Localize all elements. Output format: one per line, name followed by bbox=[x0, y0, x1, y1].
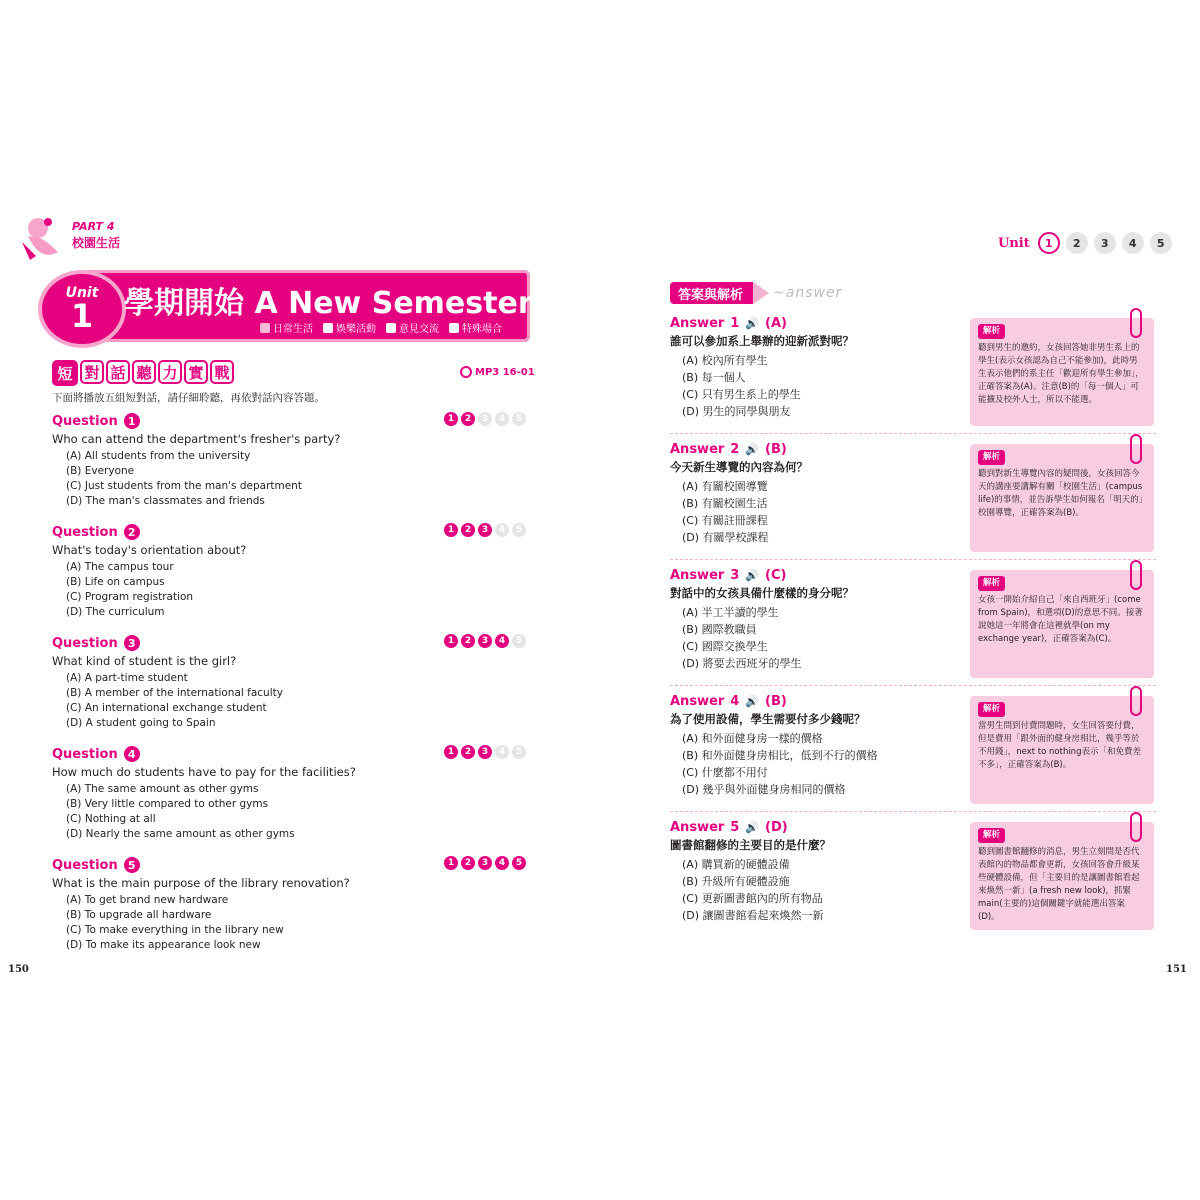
answer-number: 5 bbox=[730, 820, 740, 835]
answer-number: 3 bbox=[730, 568, 740, 583]
answers-title: 答案與解析 bbox=[670, 282, 753, 304]
paperclip-icon bbox=[1130, 434, 1142, 464]
progress-dot: 2 bbox=[461, 856, 475, 870]
answer-block bbox=[670, 694, 1156, 812]
question-options bbox=[66, 671, 528, 731]
option: (C) 什麼都不用付 bbox=[682, 766, 768, 779]
section-title-char: 實 bbox=[184, 360, 208, 384]
progress-dot: 2 bbox=[461, 634, 475, 648]
progress-dot: 1 bbox=[444, 412, 458, 426]
section-title-char: 對 bbox=[80, 360, 104, 384]
instructions: 下面將播放五組短對話，請仔細聆聽，再依對話內容答題。 bbox=[52, 392, 325, 404]
question-label: Question bbox=[52, 524, 118, 540]
progress-dot: 5 bbox=[512, 745, 526, 759]
unit-nav-item[interactable]: 4 bbox=[1122, 232, 1144, 254]
option[interactable]: (C) To make everything in the library new bbox=[66, 924, 284, 936]
answer-question: 對話中的女孩具備什麼樣的身分呢？ bbox=[670, 586, 854, 600]
question-options bbox=[66, 893, 528, 953]
mascot-icon bbox=[18, 212, 70, 264]
answer-label: Answer bbox=[670, 820, 725, 835]
answer-key: (D) bbox=[765, 820, 788, 835]
question-text: What's today's orientation about? bbox=[52, 543, 247, 557]
answer-question: 圖書館翻修的主要目的是什麼？ bbox=[670, 838, 831, 852]
progress-dot: 2 bbox=[461, 523, 475, 537]
question-label: Question bbox=[52, 857, 118, 873]
option: (A) 半工半讀的學生 bbox=[682, 606, 779, 619]
page-number-right: 151 bbox=[1166, 964, 1187, 975]
explanation-note bbox=[970, 318, 1154, 426]
mp3-label: MP3 16-01 bbox=[475, 366, 535, 378]
answer-block bbox=[670, 316, 1156, 434]
unit-nav bbox=[998, 232, 1172, 254]
question-text: What is the main purpose of the library renovation? bbox=[52, 876, 350, 890]
speaker-icon[interactable]: 🔊 bbox=[745, 317, 760, 330]
option: (B) 有關校園生活 bbox=[682, 497, 768, 510]
option[interactable]: (C) Nothing at all bbox=[66, 813, 156, 825]
question-label: Question bbox=[52, 635, 118, 651]
unit-nav-label: Unit bbox=[998, 235, 1030, 251]
option: (A) 購買新的硬體設備 bbox=[682, 858, 790, 871]
part-label: PART 4 bbox=[72, 220, 115, 233]
option: (A) 校內所有學生 bbox=[682, 354, 768, 367]
page-number-left: 150 bbox=[8, 964, 29, 975]
section-title-char: 短 bbox=[52, 360, 78, 386]
explanation-tag: 解析 bbox=[978, 324, 1005, 339]
option[interactable]: (B) Life on campus bbox=[66, 576, 165, 588]
section-title-char: 話 bbox=[106, 360, 130, 384]
section-title bbox=[52, 360, 234, 386]
paperclip-icon bbox=[1130, 308, 1142, 338]
answer-key: (C) bbox=[765, 568, 787, 583]
option: (D) 讓圖書館看起來煥然一新 bbox=[682, 909, 824, 922]
progress-dot: 3 bbox=[478, 634, 492, 648]
unit-tag: 特殊場合 bbox=[449, 320, 502, 335]
progress-dot: 4 bbox=[495, 745, 509, 759]
explanation-text: 聽到對新生導覽內容的疑問後，女孩回答今天的講座要講解有關「校園生活」(campus life)的事情，並告訴學生如何報名「明天的」校園導覽，正確答案為(B)。 bbox=[978, 469, 1144, 518]
answer-key: (B) bbox=[765, 694, 787, 709]
explanation-tag: 解析 bbox=[978, 828, 1005, 843]
progress-dot: 2 bbox=[461, 412, 475, 426]
answer-key: (A) bbox=[765, 316, 787, 331]
explanation-note bbox=[970, 822, 1154, 930]
mp3-track[interactable] bbox=[460, 366, 535, 378]
question-block bbox=[52, 856, 528, 953]
question-progress bbox=[444, 523, 526, 537]
option: (B) 升級所有硬體設施 bbox=[682, 875, 790, 888]
explanation-text: 當男生問到付費問題時，女生回答要付費，但是費用「跟外面的健身房相比，幾乎等於不用錢」，next to nothing表示「和免費差不多」，正確答案為(B)。 bbox=[978, 721, 1141, 770]
progress-dot: 3 bbox=[478, 523, 492, 537]
pencil-tip-icon bbox=[753, 282, 769, 304]
option[interactable]: (D) The man's classmates and friends bbox=[66, 495, 265, 507]
answer-block bbox=[670, 568, 1156, 686]
answers-subtitle: ~answer bbox=[773, 285, 843, 301]
option: (D) 幾乎與外面健身房相同的價格 bbox=[682, 783, 846, 796]
question-text: What kind of student is the girl? bbox=[52, 654, 237, 668]
progress-dot: 4 bbox=[495, 634, 509, 648]
progress-dot: 1 bbox=[444, 634, 458, 648]
explanation-tag: 解析 bbox=[978, 576, 1005, 591]
option: (C) 只有男生系上的學生 bbox=[682, 388, 801, 401]
option: (A) 有關校園導覽 bbox=[682, 480, 768, 493]
question-text: Who can attend the department's fresher's party? bbox=[52, 432, 341, 446]
paperclip-icon bbox=[1130, 560, 1142, 590]
question-number: 2 bbox=[124, 524, 140, 540]
question-number: 1 bbox=[124, 413, 140, 429]
unit-nav-item[interactable]: 2 bbox=[1066, 232, 1088, 254]
answer-label: Answer bbox=[670, 694, 725, 709]
option[interactable]: (D) Nearly the same amount as other gyms bbox=[66, 828, 295, 840]
question-label: Question bbox=[52, 413, 118, 429]
option: (B) 和外面健身房相比，低到不行的價格 bbox=[682, 749, 878, 762]
question-options bbox=[66, 560, 528, 620]
option: (C) 更新圖書館內的所有物品 bbox=[682, 892, 823, 905]
speaker-icon[interactable]: 🔊 bbox=[745, 821, 760, 834]
progress-dot: 2 bbox=[461, 745, 475, 759]
unit-nav-item[interactable]: 1 bbox=[1038, 232, 1060, 254]
explanation-note bbox=[970, 570, 1154, 678]
answer-question: 誰可以參加系上舉辦的迎新派對呢？ bbox=[670, 334, 854, 348]
answers-heading bbox=[670, 282, 842, 304]
question-block bbox=[52, 412, 528, 509]
answer-label: Answer bbox=[670, 568, 725, 583]
explanation-text: 女孩一開始介紹自己「來自西班牙」(come from Spain)，和選項(D)的意思不同。接著說她這一年將會在這裡就學(on my exchange year)，正確答案為(C)。 bbox=[978, 595, 1143, 644]
option: (C) 有關註冊課程 bbox=[682, 514, 768, 527]
speaker-icon[interactable]: 🔊 bbox=[745, 695, 760, 708]
question-number: 4 bbox=[124, 746, 140, 762]
option[interactable]: (A) To get brand new hardware bbox=[66, 894, 229, 906]
unit-banner bbox=[38, 270, 533, 348]
answer-number: 2 bbox=[730, 442, 740, 457]
progress-dot: 5 bbox=[512, 523, 526, 537]
option[interactable]: (A) The same amount as other gyms bbox=[66, 783, 259, 795]
question-number: 5 bbox=[124, 857, 140, 873]
question-options bbox=[66, 782, 528, 842]
option[interactable]: (A) The campus tour bbox=[66, 561, 174, 573]
progress-dot: 3 bbox=[478, 745, 492, 759]
question-block bbox=[52, 745, 528, 842]
answer-question: 為了使用設備，學生需要付多少錢呢？ bbox=[670, 712, 866, 726]
option[interactable]: (B) A member of the international faculty bbox=[66, 687, 283, 699]
answer-number: 4 bbox=[730, 694, 740, 709]
option: (D) 男生的同學與朋友 bbox=[682, 405, 791, 418]
paperclip-icon bbox=[1130, 686, 1142, 716]
progress-dot: 1 bbox=[444, 745, 458, 759]
answer-key: (B) bbox=[765, 442, 787, 457]
answer-label: Answer bbox=[670, 442, 725, 457]
option: (C) 國際交換學生 bbox=[682, 640, 768, 653]
explanation-note bbox=[970, 444, 1154, 552]
option[interactable]: (B) Everyone bbox=[66, 465, 135, 477]
option: (B) 每一個人 bbox=[682, 371, 746, 384]
unit-badge bbox=[38, 270, 126, 348]
part-title: 校園生活 bbox=[72, 236, 121, 250]
unit-badge-number: 1 bbox=[70, 297, 94, 335]
explanation-tag: 解析 bbox=[978, 450, 1005, 465]
question-progress bbox=[444, 856, 526, 870]
option: (B) 國際教職員 bbox=[682, 623, 757, 636]
section-title-char: 聽 bbox=[132, 360, 156, 384]
unit-nav-item[interactable]: 5 bbox=[1150, 232, 1172, 254]
part-tag bbox=[14, 208, 134, 268]
explanation-note bbox=[970, 696, 1154, 804]
option[interactable]: (A) A part-time student bbox=[66, 672, 188, 684]
speaker-icon[interactable]: 🔊 bbox=[745, 443, 760, 456]
explanation-tag: 解析 bbox=[978, 702, 1005, 717]
unit-badge-label: Unit bbox=[65, 285, 99, 301]
square-icon bbox=[449, 323, 459, 333]
disc-icon bbox=[460, 366, 472, 378]
progress-dot: 5 bbox=[512, 856, 526, 870]
progress-dot: 3 bbox=[478, 412, 492, 426]
answer-block bbox=[670, 442, 1156, 560]
option[interactable]: (D) A student going to Spain bbox=[66, 717, 216, 729]
paperclip-icon bbox=[1130, 812, 1142, 842]
explanation-text: 聽到男生的邀約，女孩回答她非男生系上的學生(表示女孩認為自己不能參加)，此時男生表示他們的系主任「歡迎所有學生參加」，正確答案為(A)。注意(B)的「每一個人」可能擴及校外人士，所以不能選。 bbox=[978, 343, 1144, 405]
question-label: Question bbox=[52, 746, 118, 762]
option: (D) 有關學校課程 bbox=[682, 531, 769, 544]
speaker-icon[interactable]: 🔊 bbox=[745, 569, 760, 582]
unit-tag: 娛樂活動 bbox=[323, 320, 376, 335]
option[interactable]: (D) The curriculum bbox=[66, 606, 165, 618]
square-icon bbox=[386, 323, 396, 333]
section-title-char: 力 bbox=[158, 360, 182, 384]
progress-dot: 1 bbox=[444, 856, 458, 870]
progress-dot: 4 bbox=[495, 523, 509, 537]
answer-number: 1 bbox=[730, 316, 740, 331]
option[interactable]: (D) To make its appearance look new bbox=[66, 939, 261, 951]
answer-label: Answer bbox=[670, 316, 725, 331]
option[interactable]: (C) Program registration bbox=[66, 591, 194, 603]
option: (D) 將要去西班牙的學生 bbox=[682, 657, 802, 670]
progress-dot: 3 bbox=[478, 856, 492, 870]
option: (A) 和外面健身房一樣的價格 bbox=[682, 732, 823, 745]
question-block bbox=[52, 634, 528, 731]
square-icon bbox=[260, 323, 270, 333]
square-icon bbox=[323, 323, 333, 333]
unit-title: 學期開始 A New Semester bbox=[124, 286, 533, 321]
answer-question: 今天新生導覽的內容為何？ bbox=[670, 460, 808, 474]
option[interactable]: (B) To upgrade all hardware bbox=[66, 909, 212, 921]
question-text: How much do students have to pay for the facilities? bbox=[52, 765, 356, 779]
unit-tag: 意見交流 bbox=[386, 320, 439, 335]
unit-nav-item[interactable]: 3 bbox=[1094, 232, 1116, 254]
question-number: 3 bbox=[124, 635, 140, 651]
question-progress bbox=[444, 634, 526, 648]
progress-dot: 5 bbox=[512, 412, 526, 426]
answer-block bbox=[670, 820, 1156, 938]
option[interactable]: (C) An international exchange student bbox=[66, 702, 267, 714]
section-title-char: 戰 bbox=[210, 360, 234, 384]
question-progress bbox=[444, 745, 526, 759]
progress-dot: 1 bbox=[444, 523, 458, 537]
option[interactable]: (B) Very little compared to other gyms bbox=[66, 798, 269, 810]
progress-dot: 4 bbox=[495, 412, 509, 426]
progress-dot: 4 bbox=[495, 856, 509, 870]
option[interactable]: (C) Just students from the man's department bbox=[66, 480, 302, 492]
unit-tags bbox=[260, 320, 502, 335]
unit-tag: 日常生活 bbox=[260, 320, 313, 335]
question-progress bbox=[444, 412, 526, 426]
explanation-text: 聽到圖書館翻修的消息，男生立刻問是否代表館內的物品都會更新，女孩回答會升級某些硬體設備，但「主要目的是讓圖書館看起來煥然一新」(a fresh new look)，抓緊main(主要的)這個關鍵字就能選出答案(D)。 bbox=[978, 847, 1140, 922]
option[interactable]: (A) All students from the university bbox=[66, 450, 251, 462]
question-block bbox=[52, 523, 528, 620]
question-options bbox=[66, 449, 528, 509]
progress-dot: 5 bbox=[512, 634, 526, 648]
